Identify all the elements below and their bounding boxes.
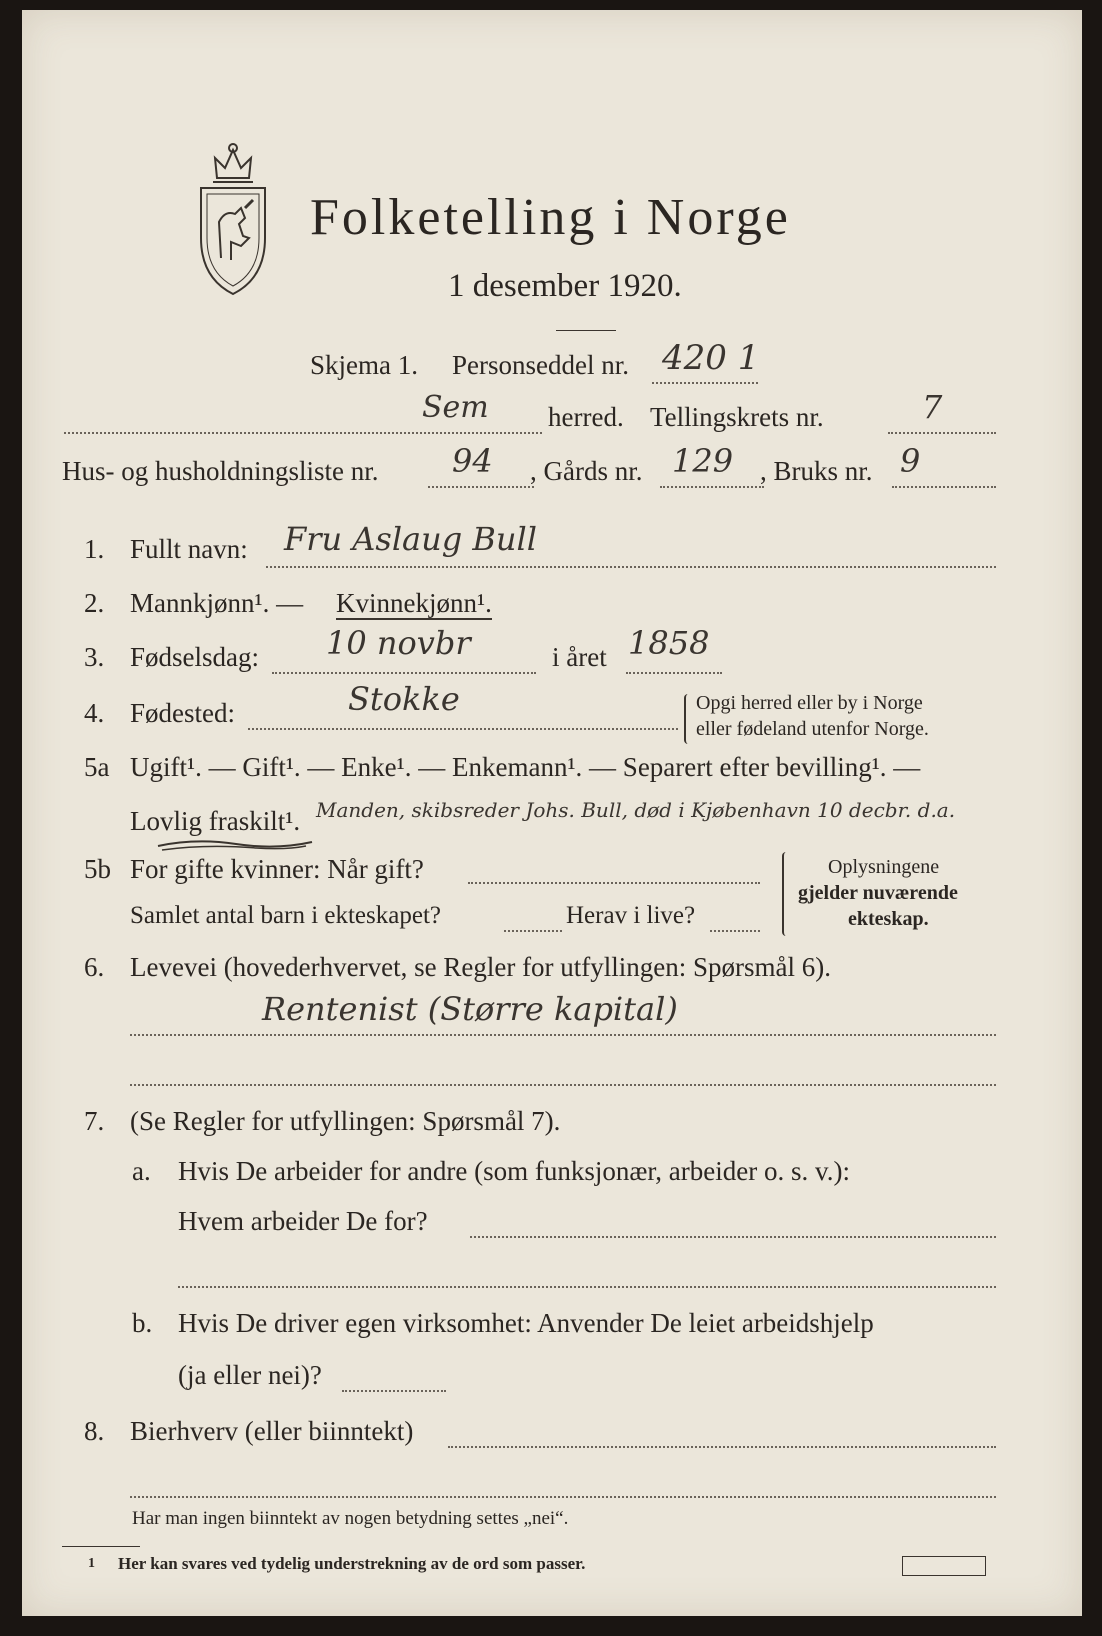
birthplace-note-2: eller fødeland utenfor Norge.	[696, 718, 929, 740]
gender-female-option[interactable]: Kvinnekjønn¹.	[336, 588, 492, 618]
title-divider	[556, 330, 616, 331]
gards-label: , Gårds nr.	[530, 456, 643, 486]
footnote-text: Her kan svares ved tydelig understrekning av de ord som passer.	[118, 1554, 586, 1573]
footnote-rule	[62, 1546, 140, 1547]
marriage-brace	[782, 852, 790, 936]
children-alive-label: Herav i live?	[566, 902, 696, 929]
q1-number: 1.	[84, 534, 105, 564]
herred-line	[64, 432, 542, 434]
married-when-label: For gifte kvinner: Når gift?	[130, 854, 424, 884]
children-count-label: Samlet antal barn i ekteskapet?	[130, 902, 441, 929]
birthplace-note-1: Opgi herred eller by i Norge	[696, 692, 923, 714]
children-count-line[interactable]	[504, 930, 562, 932]
children-alive-line[interactable]	[710, 930, 760, 932]
personseddel-label: Personseddel nr.	[452, 350, 629, 380]
gards-value[interactable]: 129	[672, 442, 734, 480]
birthdate-value[interactable]: 10 novbr	[326, 624, 471, 662]
q7-label: (Se Regler for utfyllingen: Spørsmål 7).	[130, 1106, 561, 1136]
birthplace-brace	[684, 694, 692, 744]
marriage-note-1: Oplysningene	[828, 856, 940, 878]
occupation-line-1	[130, 1034, 996, 1036]
census-date: 1 desember 1920.	[448, 268, 682, 304]
divorced-option[interactable]: Lovlig fraskilt¹.	[130, 806, 301, 836]
husliste-label: Hus- og husholdningsliste nr.	[62, 456, 379, 486]
side-income-label: Bierhverv (eller biinntekt)	[130, 1416, 414, 1446]
husliste-line	[428, 486, 534, 488]
marriage-note-2: gjelder nuværende	[798, 882, 958, 904]
bruks-line	[892, 486, 996, 488]
bruks-value[interactable]: 9	[900, 442, 921, 480]
birthdate-line	[272, 672, 536, 674]
full-name-label: Fullt navn:	[130, 534, 248, 564]
q4-number: 4.	[84, 698, 105, 728]
q7b-question: Hvis De driver egen virksomhet: Anvender De leiet arbeidshjelp	[178, 1308, 874, 1338]
personseddel-line	[652, 382, 758, 384]
side-income-line-2[interactable]	[130, 1496, 996, 1498]
gender-male-option[interactable]: Mannkjønn¹. —	[130, 588, 304, 618]
herred-label: herred.	[548, 402, 624, 432]
hired-help-line[interactable]	[342, 1390, 446, 1392]
full-name-line	[266, 566, 996, 568]
tellingskrets-value[interactable]: 7	[922, 388, 943, 426]
q5b-number: 5b	[84, 854, 111, 884]
herred-value[interactable]: Sem	[422, 390, 489, 425]
birthyear-line	[626, 672, 722, 674]
q7-number: 7.	[84, 1106, 105, 1136]
hired-help-label: (ja eller nei)?	[178, 1360, 322, 1390]
employer-line[interactable]	[470, 1236, 996, 1238]
q5a-number: 5a	[84, 752, 110, 782]
birthplace-line	[248, 728, 678, 730]
birthplace-value[interactable]: Stokke	[348, 680, 460, 718]
employer-line-2[interactable]	[178, 1286, 996, 1288]
personseddel-value[interactable]: 420 1	[662, 338, 760, 378]
q7a-letter: a.	[132, 1156, 151, 1186]
husliste-value[interactable]: 94	[452, 442, 493, 480]
q6-number: 6.	[84, 952, 105, 982]
side-income-line[interactable]	[448, 1446, 996, 1448]
q8-number: 8.	[84, 1416, 105, 1446]
tellingskrets-label: Tellingskrets nr.	[650, 402, 824, 432]
q7a-question: Hvis De arbeider for andre (som funksjonær, arbeider o. s. v.):	[178, 1156, 850, 1186]
full-name-value[interactable]: Fru Aslaug Bull	[284, 520, 537, 558]
footnote-mark: 1	[88, 1556, 95, 1571]
bruks-label: , Bruks nr.	[760, 456, 873, 486]
birthyear-value[interactable]: 1858	[628, 624, 710, 662]
birthdate-label: Fødselsdag:	[130, 642, 260, 672]
printer-stamp	[902, 1556, 986, 1576]
birthplace-label: Fødested:	[130, 698, 235, 728]
form-title: Folketelling i Norge	[310, 189, 791, 246]
q2-number: 2.	[84, 588, 105, 618]
coat-of-arms-icon	[187, 138, 279, 298]
birthyear-label: i året	[552, 642, 607, 672]
marital-note-value[interactable]: Manden, skibsreder Johs. Bull, død i Kjøbenhavn 10 decbr. d.a.	[316, 798, 956, 822]
married-when-line[interactable]	[468, 882, 760, 884]
occupation-label: Levevei (hovederhvervet, se Regler for utfyllingen: Spørsmål 6).	[130, 952, 832, 982]
census-form	[22, 10, 1082, 1616]
occupation-line-2[interactable]	[130, 1084, 996, 1086]
occupation-value[interactable]: Rentenist (Større kapital)	[262, 990, 678, 1028]
employer-label: Hvem arbeider De for?	[178, 1206, 428, 1236]
divorced-underline-icon	[156, 836, 316, 854]
tellingskrets-line	[888, 432, 996, 434]
marriage-note-3: ekteskap.	[848, 908, 929, 930]
marital-status-options[interactable]: Ugift¹. — Gift¹. — Enke¹. — Enkemann¹. — Separert efter bevilling¹. —	[130, 752, 921, 782]
gards-line	[660, 486, 764, 488]
skjema-label: Skjema 1.	[310, 350, 418, 380]
q3-number: 3.	[84, 642, 105, 672]
side-income-note: Har man ingen biinntekt av nogen betydning settes „nei“.	[132, 1508, 569, 1529]
q7b-letter: b.	[132, 1308, 153, 1338]
